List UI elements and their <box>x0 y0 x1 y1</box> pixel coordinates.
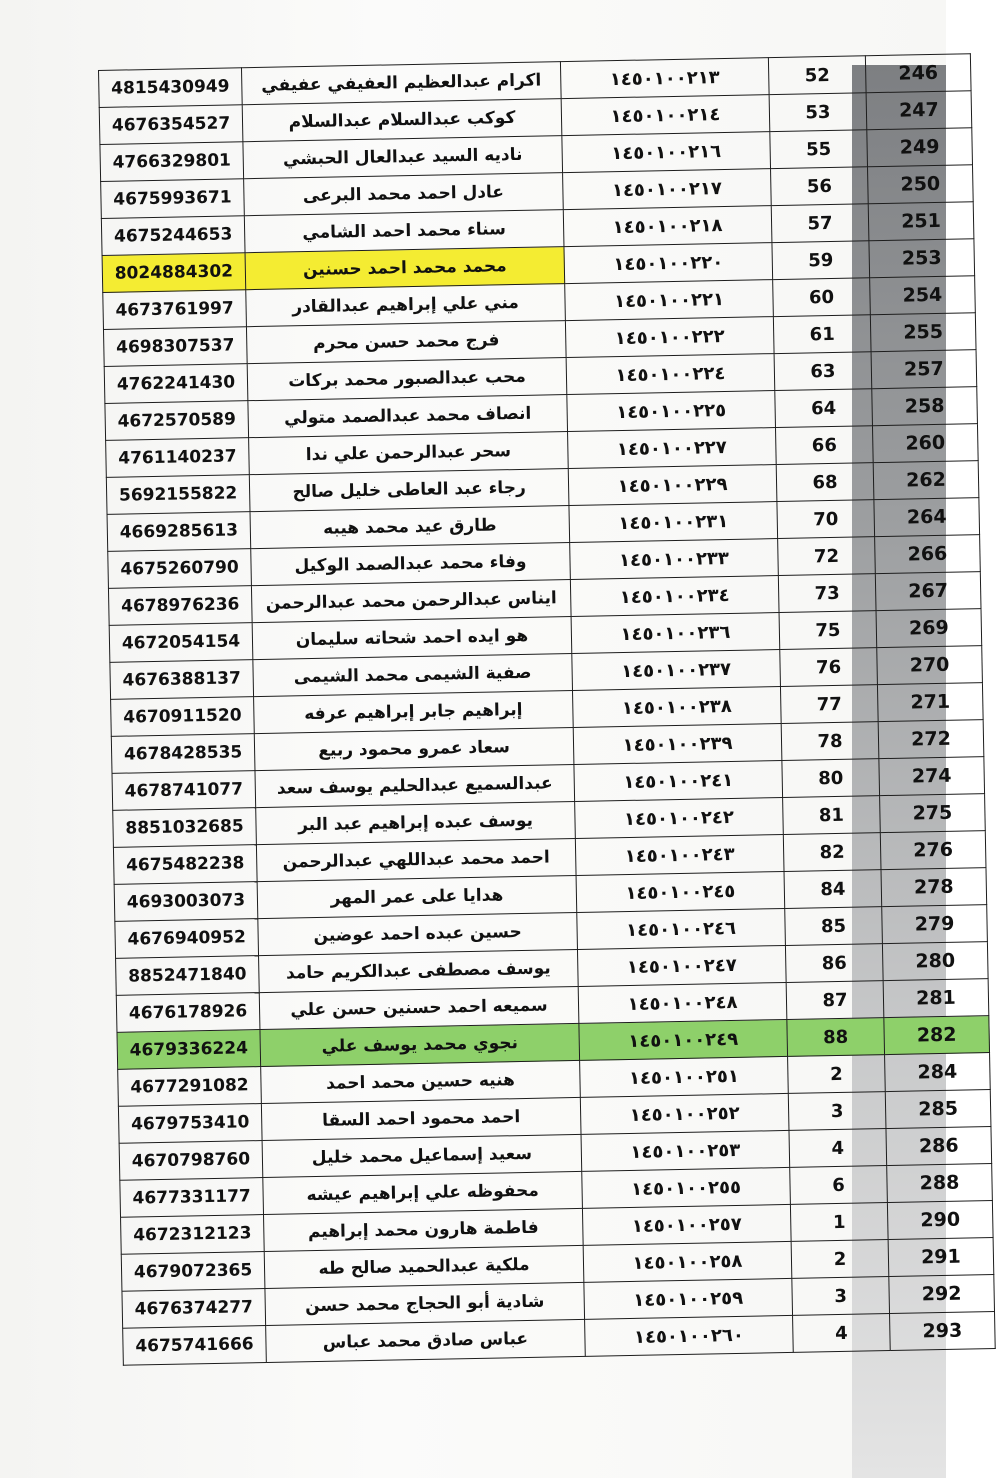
index-cell: 291 <box>888 1238 994 1277</box>
national-id-cell: 4675993671 <box>101 179 245 219</box>
sequence-cell: 1 <box>790 1203 888 1242</box>
sequence-cell: 2 <box>791 1240 889 1279</box>
sequence-cell: 68 <box>776 463 874 502</box>
code-cell: ١٤٥٠١٠٠٢١٤ <box>561 95 770 136</box>
national-id-cell: 4676178926 <box>116 993 260 1033</box>
national-id-cell: 5692155822 <box>106 475 250 515</box>
code-cell: ١٤٥٠١٠٠٢٥٩ <box>584 1278 793 1319</box>
national-id-cell: 4693003073 <box>114 882 258 922</box>
index-cell: 267 <box>875 572 981 611</box>
sequence-cell: 70 <box>777 500 875 539</box>
name-cell: يوسف مصطفى عبدالكريم حامد <box>259 949 579 992</box>
national-id-cell: 4698307537 <box>103 327 247 367</box>
code-cell: ١٤٥٠١٠٠٢٤٧ <box>577 945 786 986</box>
sequence-cell: 64 <box>775 389 873 428</box>
index-cell: 258 <box>872 387 978 426</box>
index-cell: 247 <box>866 91 972 130</box>
index-cell: 260 <box>872 424 978 463</box>
index-cell: 251 <box>868 202 974 241</box>
name-cell: ناديه السيد عبدالعال الحبشي <box>243 136 563 179</box>
code-cell: ١٤٥٠١٠٠٢٢١ <box>565 280 774 321</box>
name-cell: وفاء محمد عبدالصمد الوكيل <box>251 543 571 586</box>
name-cell: عادل احمد محمد البرعى <box>244 173 564 216</box>
code-cell: ١٤٥٠١٠٠٢٣٧ <box>572 650 781 691</box>
index-cell: 266 <box>875 535 981 574</box>
name-cell: فرج محمد حسن محرم <box>246 321 566 364</box>
national-id-cell: 4675482238 <box>113 845 257 885</box>
name-cell: هو ايده احمد شحاته سليمان <box>252 617 572 660</box>
code-cell: ١٤٥٠١٠٠٢٣٦ <box>571 613 780 654</box>
code-cell: ١٤٥٠١٠٠٢٦٠ <box>585 1315 794 1356</box>
sequence-cell: 59 <box>772 241 870 280</box>
code-cell: ١٤٥٠١٠٠٢٤٥ <box>576 871 785 912</box>
national-id-cell: 4670798760 <box>119 1141 263 1181</box>
name-cell: فاطمة هارون محمد إبراهيم <box>264 1208 584 1251</box>
name-cell: عبدالسميع عبدالحليم يوسف سعد <box>255 764 575 807</box>
index-cell: 271 <box>877 683 983 722</box>
name-cell: احمد محمد عبداللهي عبدالرحمن <box>256 838 576 881</box>
code-cell: ١٤٥٠١٠٠٢٢٠ <box>564 243 773 284</box>
index-cell: 279 <box>882 905 988 944</box>
sequence-cell: 60 <box>773 278 871 317</box>
index-cell: 274 <box>879 757 985 796</box>
index-cell: 278 <box>881 868 987 907</box>
sequence-cell: 57 <box>771 204 869 243</box>
sequence-cell: 80 <box>782 759 880 798</box>
name-cell: انصاف محمد عبدالصمد متولي <box>248 395 568 438</box>
code-cell: ١٤٥٠١٠٠٢٤٢ <box>575 797 784 838</box>
national-id-cell: 4672054154 <box>109 623 253 663</box>
code-cell: ١٤٥٠١٠٠٢٤١ <box>574 760 783 801</box>
index-cell: 249 <box>867 128 973 167</box>
table-body <box>99 54 996 1366</box>
index-cell: 269 <box>876 609 982 648</box>
national-id-cell: 4679753410 <box>118 1104 262 1144</box>
index-cell: 246 <box>865 54 971 93</box>
index-cell: 264 <box>874 498 980 537</box>
index-cell: 288 <box>887 1164 993 1203</box>
name-cell: سعيد إسماعيل محمد خليل <box>262 1134 582 1177</box>
code-cell: ١٤٥٠١٠٠٢٢٢ <box>565 317 774 358</box>
index-cell: 286 <box>886 1127 992 1166</box>
national-id-cell: 4678428535 <box>111 734 255 774</box>
national-id-cell: 4672570589 <box>105 401 249 441</box>
national-id-cell: 4672312123 <box>121 1215 265 1255</box>
index-cell: 272 <box>878 720 984 759</box>
index-cell: 276 <box>880 831 986 870</box>
sequence-cell: 2 <box>788 1055 886 1094</box>
code-cell: ١٤٥٠١٠٠٢١٧ <box>563 169 772 210</box>
index-cell: 257 <box>871 350 977 389</box>
national-id-cell: 4675741666 <box>123 1326 267 1366</box>
national-id-cell: 4761140237 <box>106 438 250 478</box>
sequence-cell: 61 <box>773 315 871 354</box>
name-cell: رجاء عبد العاطى خليل صالح <box>249 469 569 512</box>
name-cell: هنيه حسين محمد احمد <box>261 1060 581 1103</box>
code-cell: ١٤٥٠١٠٠٢٣٤ <box>570 576 779 617</box>
national-id-cell: 8851032685 <box>113 808 257 848</box>
national-id-cell: 8024884302 <box>102 253 246 293</box>
national-id-cell: 8852471840 <box>116 956 260 996</box>
index-cell: 293 <box>890 1312 996 1351</box>
national-id-cell: 4678741077 <box>112 771 256 811</box>
sequence-cell: 76 <box>780 648 878 687</box>
name-cell: حسين عبده احمد عوضين <box>258 912 578 955</box>
name-cell: سميعه احمد حسنين حسن علي <box>259 986 579 1029</box>
code-cell: ١٤٥٠١٠٠٢٥١ <box>580 1056 789 1097</box>
code-cell: ١٤٥٠١٠٠٢٢٤ <box>566 354 775 395</box>
index-cell: 253 <box>869 239 975 278</box>
code-cell: ١٤٥٠١٠٠٢٢٩ <box>568 465 777 506</box>
index-cell: 254 <box>870 276 976 315</box>
name-cell: طارق عيد محمد هيبه <box>250 506 570 549</box>
code-cell: ١٤٥٠١٠٠٢٣٨ <box>572 687 781 728</box>
sequence-cell: 53 <box>769 93 867 132</box>
code-cell: ١٤٥٠١٠٠٢٥٧ <box>582 1204 791 1245</box>
code-cell: ١٤٥٠١٠٠٢١٣ <box>560 58 769 99</box>
sequence-cell: 4 <box>789 1129 887 1168</box>
name-cell: هدايا على عمر المهر <box>257 875 577 918</box>
national-id-cell: 4678976236 <box>108 586 252 626</box>
sequence-cell: 66 <box>775 426 873 465</box>
code-cell: ١٤٥٠١٠٠٢٤٦ <box>577 908 786 949</box>
sequence-cell: 85 <box>785 907 883 946</box>
national-id-cell: 4675260790 <box>108 549 252 589</box>
national-id-cell: 4677291082 <box>118 1067 262 1107</box>
name-cell: محفوظه علي إبراهيم عيشه <box>263 1171 583 1214</box>
name-cell: شادية أبو الحجاج محمد حسن <box>265 1282 585 1325</box>
name-cell: محمد محمد احمد حسنين <box>245 247 565 290</box>
name-cell: سعاد عمرو محمود ربيع <box>254 727 574 770</box>
code-cell: ١٤٥٠١٠٠٢١٦ <box>562 132 771 173</box>
national-id-cell: 4670911520 <box>111 697 255 737</box>
name-cell: محب عبدالصبور محمد بركات <box>247 358 567 401</box>
national-id-cell: 4679336224 <box>117 1030 261 1070</box>
sequence-cell: 82 <box>783 833 881 872</box>
name-cell: ايناس عبدالرحمن محمد عبدالرحمن <box>251 580 571 623</box>
name-cell: صفية الشيمى محمد الشيمى <box>253 654 573 697</box>
code-cell: ١٤٥٠١٠٠٢١٨ <box>563 206 772 247</box>
code-cell: ١٤٥٠١٠٠٢٣٣ <box>570 539 779 580</box>
sequence-cell: 73 <box>778 574 876 613</box>
name-cell: ملكية عبدالحميد صالح طه <box>264 1245 584 1288</box>
name-cell: مني علي إبراهيم عبدالقادر <box>246 284 566 327</box>
index-cell: 275 <box>880 794 986 833</box>
sequence-cell: 78 <box>781 722 879 761</box>
index-cell: 270 <box>877 646 983 685</box>
index-cell: 281 <box>883 979 989 1018</box>
name-cell: كوكب عبدالسلام عبدالسلام <box>242 99 562 142</box>
sequence-cell: 86 <box>785 944 883 983</box>
sequence-cell: 81 <box>783 796 881 835</box>
code-cell: ١٤٥٠١٠٠٢٣١ <box>569 502 778 543</box>
national-id-cell: 4673761997 <box>103 290 247 330</box>
national-id-cell: 4676374277 <box>122 1289 266 1329</box>
sequence-cell: 6 <box>790 1166 888 1205</box>
code-cell: ١٤٥٠١٠٠٢٣٩ <box>573 724 782 765</box>
code-cell: ١٤٥٠١٠٠٢٤٨ <box>578 982 787 1023</box>
beneficiary-table <box>98 53 996 1366</box>
sequence-cell: 3 <box>792 1277 890 1316</box>
index-cell: 282 <box>884 1016 990 1055</box>
index-cell: 284 <box>885 1053 991 1092</box>
sequence-cell: 88 <box>787 1018 885 1057</box>
sequence-cell: 63 <box>774 352 872 391</box>
index-cell: 262 <box>873 461 979 500</box>
sequence-cell: 75 <box>779 611 877 650</box>
national-id-cell: 4815430949 <box>99 68 243 108</box>
name-cell: احمد محمود احمد السقا <box>261 1097 581 1140</box>
code-cell: ١٤٥٠١٠٠٢٤٣ <box>575 834 784 875</box>
code-cell: ١٤٥٠١٠٠٢٢٥ <box>567 391 776 432</box>
name-cell: سحر عبدالرحمن علي ندا <box>249 432 569 475</box>
national-id-cell: 4766329801 <box>100 142 244 182</box>
index-cell: 250 <box>867 165 973 204</box>
name-cell: يوسف عبده إبراهيم عبد البر <box>256 801 576 844</box>
national-id-cell: 4669285613 <box>107 512 251 552</box>
name-cell: إبراهيم جابر إبراهيم عرفه <box>254 691 574 734</box>
national-id-cell: 4675244653 <box>101 216 245 256</box>
name-cell: نجوي محمد يوسف علي <box>260 1023 580 1066</box>
code-cell: ١٤٥٠١٠٠٢٥٨ <box>583 1241 792 1282</box>
national-id-cell: 4677331177 <box>120 1178 264 1218</box>
sequence-cell: 55 <box>770 130 868 169</box>
national-id-cell: 4762241430 <box>104 364 248 404</box>
code-cell: ١٤٥٠١٠٠٢٥٣ <box>581 1130 790 1171</box>
sequence-cell: 84 <box>784 870 882 909</box>
code-cell: ١٤٥٠١٠٠٢٥٢ <box>580 1093 789 1134</box>
sequence-cell: 77 <box>780 685 878 724</box>
code-cell: ١٤٥٠١٠٠٢٥٥ <box>582 1167 791 1208</box>
sequence-cell: 72 <box>778 537 876 576</box>
index-cell: 290 <box>887 1201 993 1240</box>
national-id-cell: 4676388137 <box>110 660 254 700</box>
sequence-cell: 4 <box>793 1314 891 1353</box>
sequence-cell: 52 <box>768 56 866 95</box>
index-cell: 255 <box>870 313 976 352</box>
index-cell: 280 <box>882 942 988 981</box>
sequence-cell: 3 <box>788 1092 886 1131</box>
sequence-cell: 87 <box>786 981 884 1020</box>
sequence-cell: 56 <box>771 167 869 206</box>
code-cell: ١٤٥٠١٠٠٢٤٩ <box>579 1019 788 1060</box>
index-cell: 292 <box>889 1275 995 1314</box>
index-cell: 285 <box>885 1090 991 1129</box>
national-id-cell: 4676940952 <box>115 919 259 959</box>
national-id-cell: 4676354527 <box>99 105 243 145</box>
name-cell: عباس صادق محمد عباس <box>266 1319 586 1362</box>
name-cell: اكرام عبدالعظيم العفيفي عفيفي <box>241 62 561 105</box>
code-cell: ١٤٥٠١٠٠٢٢٧ <box>568 428 777 469</box>
national-id-cell: 4679072365 <box>121 1252 265 1292</box>
name-cell: سناء محمد احمد الشامي <box>244 210 564 253</box>
